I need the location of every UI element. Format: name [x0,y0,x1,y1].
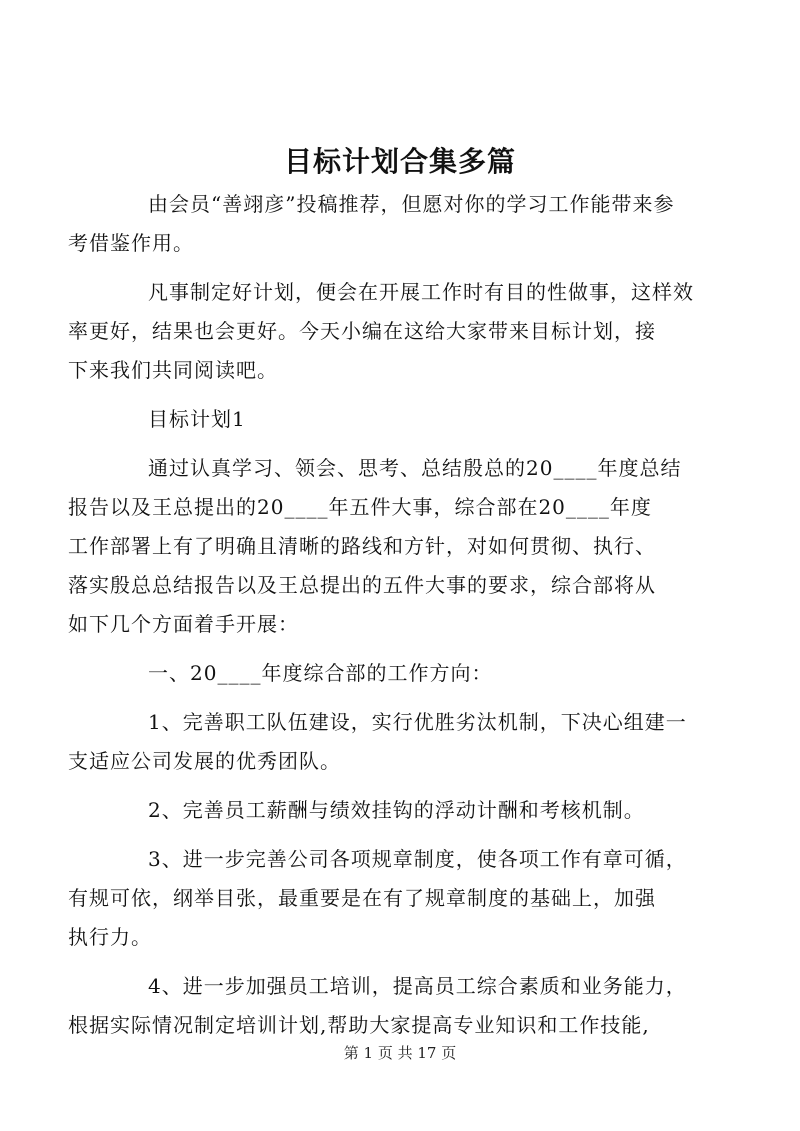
section-heading [108,400,708,439]
paragraph-preface [68,273,708,390]
text-line: 凡事制定好计划，便会在开展工作时有目的性做事，这样效 [148,280,694,304]
document-body [68,185,708,1055]
list-item-3 [68,840,708,957]
list-item-2 [108,791,708,830]
text-line: 目标计划1 [148,407,246,431]
page-number-footer: 第 1 页 共 17 页 [343,1044,457,1062]
text-line: 1、完善职工队伍建设，实行优胜劣汰机制，下决心组建一 [148,710,687,734]
text-line: 支适应公司发展的优秀团队。 [68,749,341,773]
text-line: 由会员“善翊彦”投稿推荐，但愿对你的学习工作能带来参 [148,192,675,216]
paragraph-summary [68,449,708,644]
text-line: 工作部署上有了明确且清晰的路线和方针，对如何贯彻、执行、 [68,534,656,558]
text-line: 下来我们共同阅读吧。 [68,358,278,382]
text-line: 通过认真学习、领会、思考、总结殷总的20____年度总结 [148,456,682,480]
text-line: 根据实际情况制定培训计划,帮助大家提高专业知识和工作技能, [68,1013,650,1037]
paragraph-intro [68,185,708,263]
subheading-direction [108,654,708,693]
text-line: 3、进一步完善公司各项规章制度，使各项工作有章可循， [148,847,687,871]
text-line: 执行力。 [68,925,152,949]
text-line: 4、进一步加强员工培训，提高员工综合素质和业务能力， [148,974,687,998]
text-line: 率更好，结果也会更好。今天小编在这给大家带来目标计划，接 [68,319,656,343]
text-line: 一、20____年度综合部的工作方向： [148,661,493,685]
text-line: 报告以及王总提出的20____年五件大事，综合部在20____年度 [68,495,652,519]
text-line: 有规可依，纲举目张，最重要是在有了规章制度的基础上，加强 [68,886,656,910]
document-title: 目标计划合集多篇 [283,145,516,178]
text-line: 如下几个方面着手开展： [68,612,299,636]
list-item-1 [68,703,708,781]
text-line: 考借鉴作用。 [68,231,194,255]
list-item-4 [68,967,708,1045]
text-line: 2、完善员工薪酬与绩效挂钩的浮动计酬和考核机制。 [148,798,645,822]
text-line: 落实殷总总结报告以及王总提出的五件大事的要求，综合部将从 [68,573,656,597]
